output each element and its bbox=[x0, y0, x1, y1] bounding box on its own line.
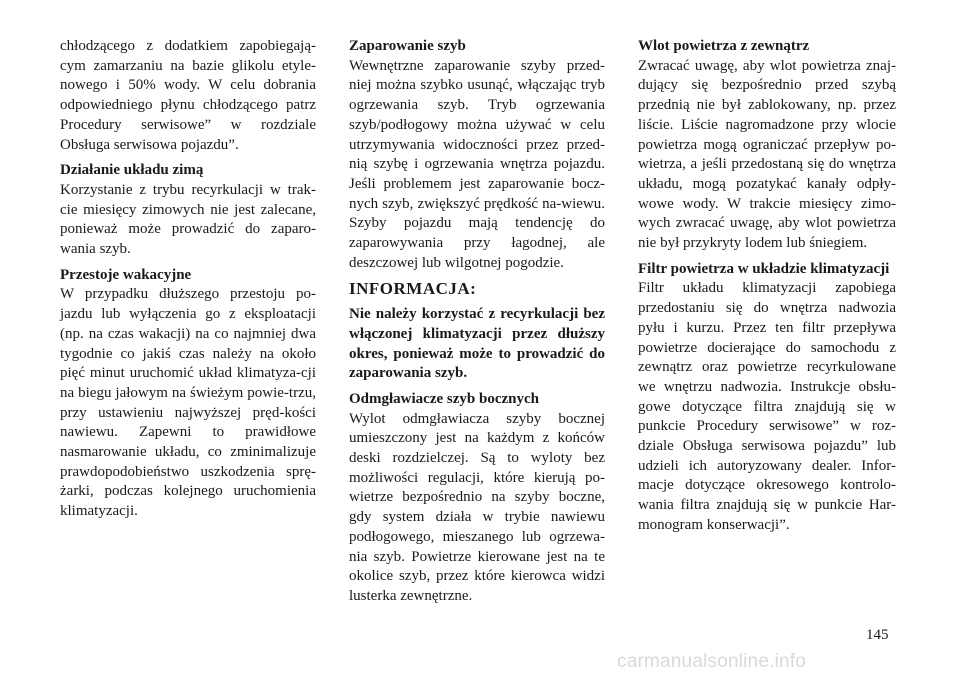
heading-outside-air-intake: Wlot powietrza z zewnątrz bbox=[638, 38, 810, 54]
heading-side-window-demisters: Odmgławiacze szyb bocznych bbox=[349, 390, 539, 407]
info-title: INFORMACJA: bbox=[349, 279, 477, 299]
paragraph-outside-air-intake: Zwracać uwagę, aby wlot powietrza znaj-dujący się bezpośrednio przed szybą przednią nie był zablokowany, np. przez liście. Liście nagromadzone przy wlocie powietrza mogą ograniczać przepływ po-wietrza, a jeśli przedostaną się do wnętrza układu, mogą pozatykać kanały odpły-wowe wody. W trakcie miesięcy zimo-wych zwracać uwagę, aby wlot powietrza nie był przykryty lodem lub śniegiem. bbox=[638, 57, 896, 252]
heading-vacation-storage: Przestoje wakacyjne bbox=[60, 266, 192, 283]
text-column-1 bbox=[60, 37, 316, 527]
heading-winter-operation: Działanie układu zimą bbox=[60, 162, 204, 179]
paragraph-winter-operation: Korzystanie z trybu recyrkulacji w trak-cie miesięcy zimowych nie jest zalecane, ponieważ może prowadzić do zaparo-wania szyb. bbox=[60, 181, 316, 258]
watermark: carmanualsonline.info bbox=[617, 651, 807, 672]
page-number: 145 bbox=[866, 627, 889, 643]
paragraph-window-fogging: Wewnętrzne zaparowanie szyby przed-niej można szybko usunąć, włączając tryb ogrzewania szyb. Tryb ogrzewania szyb/podłogowy można używać w celu utrzymywania widoczności przez przed-nią szybę i ogrzewania wnętrza pojazdu. Jeśli problemem jest zaparowanie bocz-nych szyb, zwiększyć prędkość na-wiewu. Szyby pojazdu mają tendencję do zaparowywania przy łagodnej, ale deszczowej lub wilgotnej pogodzie. bbox=[349, 57, 605, 271]
paragraph-vacation-storage: W przypadku dłuższego przestoju po-jazdu lub wyłączenia go z eksploatacji (np. na czas wakacji) na co najmniej dwa tygodnie co jakiś czas należy na około pięć minut uruchomić układ klimatyza-cji na biegu jałowym na świeżym powie-trzu, przy ustawieniu najwyższej pręd-kości nawiewu. Zapewni to prawidłowe nasmarowanie układu, co zminimalizuje prawdopodobieństwo uszkodzenia sprę-żarki, podczas kolejnego uruchomienia klimatyzacji. bbox=[60, 286, 316, 520]
paragraph-coolant: chłodzącego z dodatkiem zapobiegają-cym zamarzaniu na bazie glikolu etyle-nowego i 50% wody. W celu dobrania odpowiedniego płynu chłodzącego patrz Procedury serwisowe” w rozdziale Obsługa serwisowa pojazdu”. bbox=[60, 38, 316, 153]
heading-ac-air-filter: Filtr powietrza w układzie klimatyzacji bbox=[638, 260, 890, 277]
heading-window-fogging: Zaparowanie szyb bbox=[349, 38, 466, 54]
text-column-2 bbox=[349, 37, 605, 612]
paragraph-side-window-demisters: Wylot odmgławiacza szyby bocznej umieszczony jest na każdym z końców deski rozdzielczej. Są to wyloty bez możliwości regulacji, które kierują po-wietrze bezpośrednio na szyby boczne, gdy system działa w trybie nawiewu podłogowego, mieszanego lub ogrzewa-nia szyb. Powietrze kierowane jest na te okolice szyb, przez które kierowca widzi lusterka zewnętrzne. bbox=[349, 410, 605, 604]
info-note-text: Nie należy korzystać z recyrkulacji bez włączonej klimatyzacji przez dłuższy okres, ponieważ może to prowadzić do zaparowania szyb. bbox=[349, 306, 605, 382]
text-column-3 bbox=[638, 37, 896, 541]
paragraph-ac-air-filter: Filtr układu klimatyzacji zapobiega przedostaniu się do wnętrza nadwozia pyłu i kurzu. Przez ten filtr przepływa powietrze docierające do samochodu z zewnątrz oraz powietrze recyrkulowane we wnętrzu nadwozia. Instrukcje obsłu-gowe dotyczące filtra znajdują się w punkcie Procedury serwisowe” w roz-dziale Obsługa serwisowa pojazdu” lub udzieli ich autoryzowany dealer. Infor-macje dotyczące okresowego kontrolo-wania filtra znajdują się w punkcie Har-monogram konserwacji”. bbox=[638, 280, 896, 533]
